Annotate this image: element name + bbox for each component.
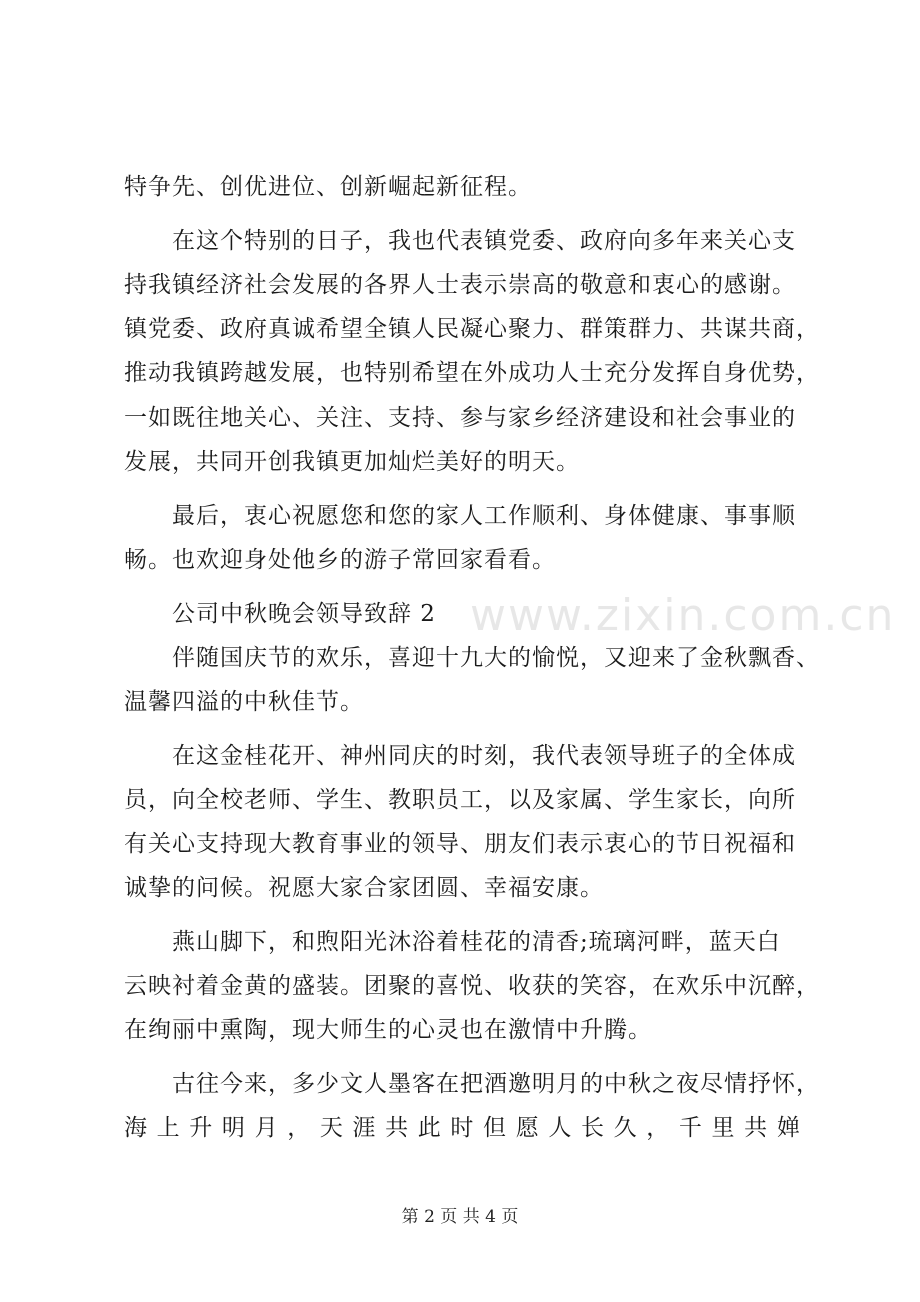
paragraph-line: 推动我镇跨越发展，也特别希望在外成功人士充分发挥自身优势， (124, 360, 820, 386)
justified-char: 人 (548, 1115, 572, 1141)
justified-char: 升 (189, 1115, 213, 1141)
paragraph-line: 伴随国庆节的欢乐，喜迎十九大的愉悦，又迎来了金秋飘香、 (172, 645, 820, 671)
paragraph-line: 特争先、创优进位、创新崛起新征程。 (124, 174, 532, 200)
justified-char: ， (287, 1115, 311, 1141)
justified-char: 里 (711, 1115, 735, 1141)
paragraph-line: 在这个特别的日子，我也代表镇党委、政府向多年来关心支 (172, 228, 796, 254)
page-footer: 第 2 页 共 4 页 (401, 1207, 519, 1227)
paragraph-line: 有关心支持现大教育事业的领导、朋友们表示衷心的节日祝福和 (124, 831, 796, 857)
justified-char: 月 (254, 1115, 278, 1141)
justified-char: 千 (678, 1115, 702, 1141)
paragraph-line: 最后，衷心祝愿您和您的家人工作顺利、身体健康、事事顺 (172, 503, 796, 529)
justified-char: 久 (613, 1115, 637, 1141)
paragraph-line: 在这金桂花开、神州同庆的时刻，我代表领导班子的全体成 (172, 743, 796, 769)
paragraph-line: 诚挚的问候。祝愿大家合家团圆、幸福安康。 (124, 875, 604, 901)
justified-char: 天 (319, 1115, 343, 1141)
paragraph-line: 古往今来，多少文人墨客在把酒邀明月的中秋之夜尽情抒怀， (172, 1071, 820, 1097)
paragraph-line: 镇党委、政府真诚希望全镇人民凝心聚力、群策群力、共谋共商， (124, 316, 820, 342)
justified-char: 时 (450, 1115, 474, 1141)
justified-char: 长 (580, 1115, 604, 1141)
paragraph-line: 云映衬着金黄的盛装。团聚的喜悦、收获的笑容，在欢乐中沉醉， (124, 973, 820, 999)
justified-last-line (124, 1113, 800, 1143)
watermark-text: www.zixin.com.cn (470, 590, 896, 641)
paragraph-line: 燕山脚下，和煦阳光沐浴着桂花的清香;琉璃河畔，蓝天白 (172, 929, 781, 955)
justified-char: 海 (124, 1115, 147, 1141)
section-heading: 公司中秋晚会领导致辞 2 (172, 601, 436, 627)
justified-char: 明 (221, 1115, 245, 1141)
paragraph-line: 一如既往地关心、关注、支持、参与家乡经济建设和社会事业的 (124, 405, 796, 431)
paragraph-line: 畅。也欢迎身处他乡的游子常回家看看。 (124, 547, 556, 573)
paragraph-line: 持我镇经济社会发展的各界人士表示崇高的敬意和衷心的感谢。 (124, 272, 796, 298)
paragraph-line: 员，向全校老师、学生、教职员工，以及家属、学生家长，向所 (124, 787, 796, 813)
justified-char: 此 (417, 1115, 441, 1141)
justified-char: 婵 (776, 1115, 800, 1141)
justified-char: 愿 (515, 1115, 539, 1141)
justified-char: 共 (744, 1115, 768, 1141)
paragraph-line: 温馨四溢的中秋佳节。 (124, 689, 364, 715)
paragraph-line: 发展，共同开创我镇更加灿烂美好的明天。 (124, 449, 580, 475)
justified-char: 涯 (352, 1115, 376, 1141)
justified-char: 共 (385, 1115, 409, 1141)
paragraph-line: 在绚丽中熏陶，现大师生的心灵也在激情中升腾。 (124, 1017, 652, 1043)
justified-char: 但 (483, 1115, 507, 1141)
justified-char: 上 (156, 1115, 180, 1141)
justified-char: ， (646, 1115, 670, 1141)
